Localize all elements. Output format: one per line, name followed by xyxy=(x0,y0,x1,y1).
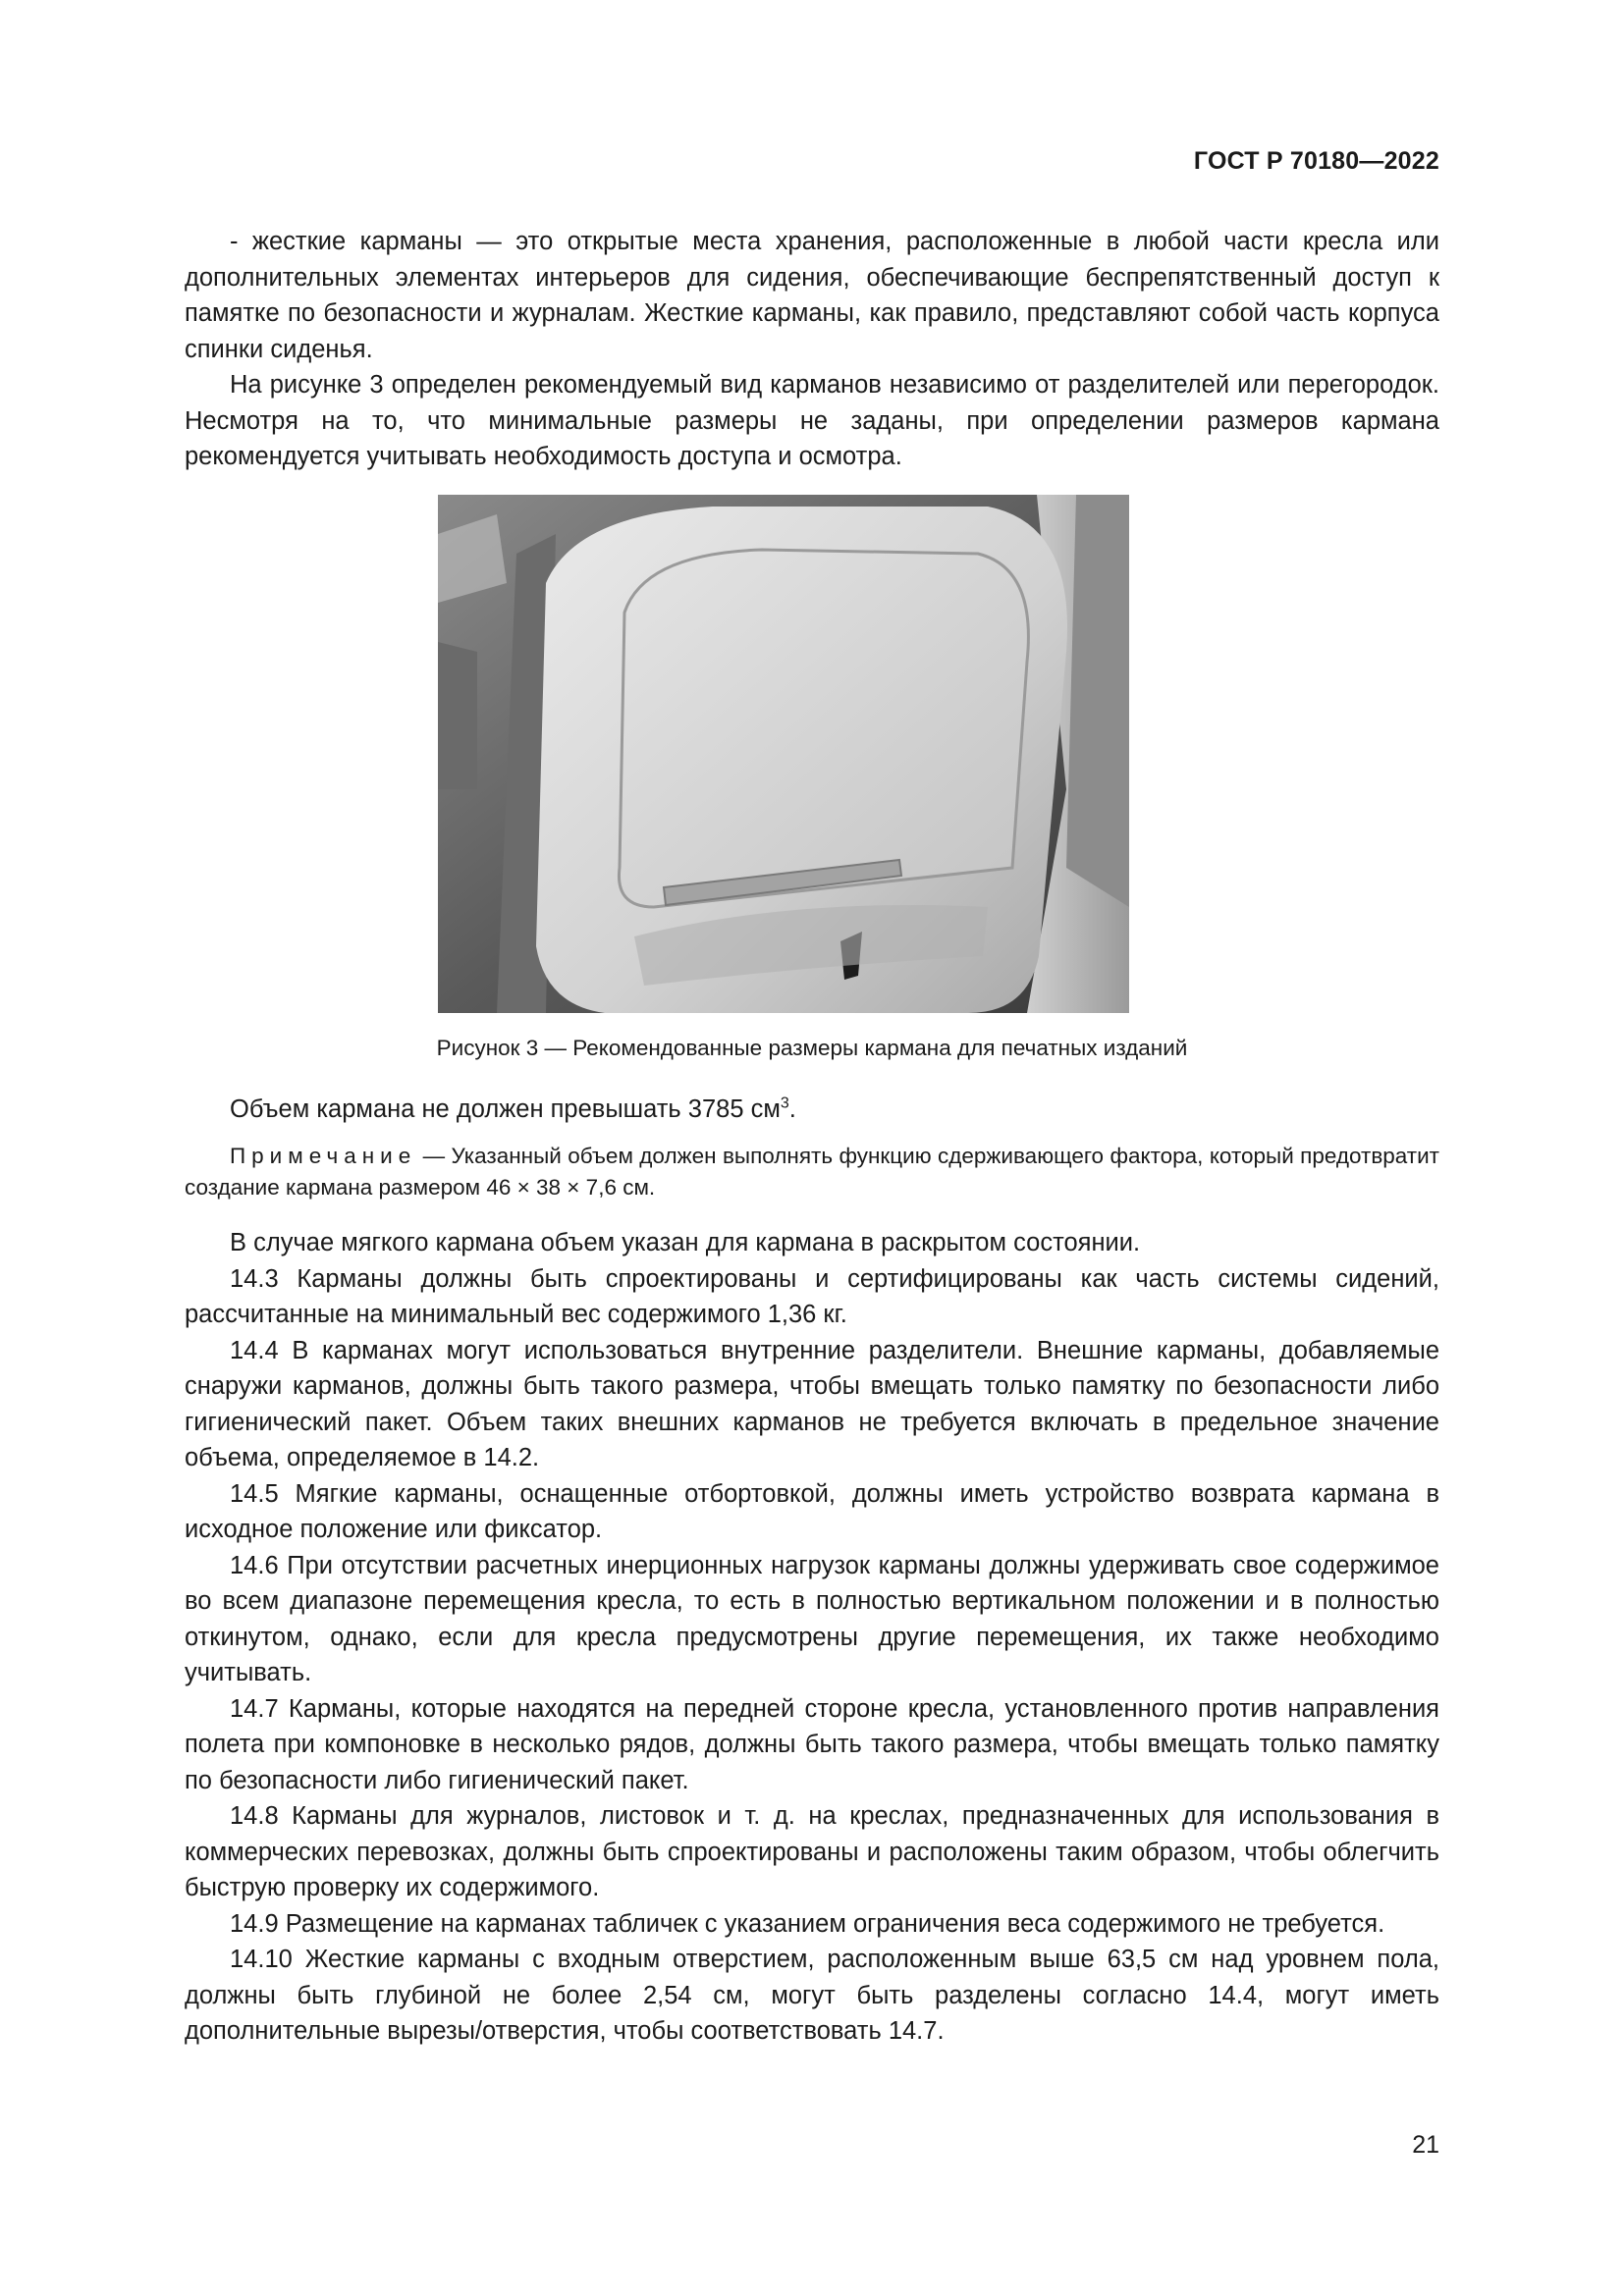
paragraph-14-3: 14.3 Карманы должны быть спроектированы и сертифицированы как часть системы сидений, рассчитанные на минимальный вес содержимого 1,36 кг. xyxy=(185,1264,1439,1328)
paragraph-14-4: 14.4 В карманах могут использоваться внутренние разделители. Внешние карманы, добавляемые снаружи карманов, должны быть такого размера, чтобы вмещать только памятку по безопасности либо гигиенический пакет. Объем таких внешних карманов не требуется включать в предельное значение объема, определяемое в 14.2. xyxy=(185,1336,1439,1471)
note-paragraph xyxy=(185,1141,1439,1203)
intro-text xyxy=(185,224,1439,475)
paragraph-14-5: 14.5 Мягкие карманы, оснащенные отбортовкой, должны иметь устройство возврата кармана в исходное положение или фиксатор. xyxy=(185,1479,1439,1543)
note-block xyxy=(185,1141,1439,1203)
paragraph-14-6: 14.6 При отсутствии расчетных инерционных нагрузок карманы должны удерживать свое содержимое во всем диапазоне перемещения кресла, то есть в полностью вертикальном положении и в полностью откинутом, однако, если для кресла предусмотрены другие перемещения, их также необходимо учитывать. xyxy=(185,1551,1439,1686)
paragraph-14-9: 14.9 Размещение на карманах табличек с указанием ограничения веса содержимого не требуется. xyxy=(230,1909,1385,1938)
paragraph-14-10: 14.10 Жесткие карманы с входным отверстием, расположенным выше 63,5 см над уровнем пола, должны быть глубиной не более 2,54 см, могут быть разделены согласно 14.4, могут иметь дополнительные вырезы/отверстия, чтобы соответствовать 14.7. xyxy=(185,1946,1439,2045)
note-text: — Указанный объем должен выполнять функцию сдерживающего фактора, который предотвратит создание кармана размером 46 × 38 × 7,6 см. xyxy=(185,1144,1439,1200)
document-code-header: ГОСТ Р 70180—2022 xyxy=(1193,147,1439,175)
volume-text: Объем кармана не должен превышать 3785 см xyxy=(230,1095,781,1123)
sections-text xyxy=(185,1225,1439,2050)
paragraph-14-8: 14.8 Карманы для журналов, листовок и т. д. на креслах, предназначенных для использования в коммерческих перевозках, должны быть спроектированы и расположены таким образом, чтобы облегчить быструю проверку их содержимого. xyxy=(185,1802,1439,1901)
note-label: Примечание xyxy=(230,1144,417,1168)
pocket-volume-statement xyxy=(230,1092,796,1127)
figure-3-photo-seat-pocket xyxy=(438,495,1129,1013)
paragraph-14-7: 14.7 Карманы, которые находятся на передней стороне кресла, установленного против направления полета при компоновке в несколько рядов, должны быть такого размера, чтобы вмещать только памятку по безопасности либо гигиенический пакет. xyxy=(185,1694,1439,1794)
paragraph-rigid-pockets-definition: - жесткие карманы — это открытые места хранения, расположенные в любой части кресла или дополнительных элементах интерьеров для сидения, обеспечивающие беспрепятственный доступ к памятке по безопасности и журналам. Жесткие карманы, как правило, представляют собой часть корпуса спинки сиденья. xyxy=(185,228,1439,363)
page-number: 21 xyxy=(1412,2131,1439,2159)
paragraph-soft-pocket: В случае мягкого кармана объем указан для кармана в раскрытом состоянии. xyxy=(230,1229,1141,1256)
figure-caption: Рисунок 3 — Рекомендованные размеры кармана для печатных изданий xyxy=(436,1036,1188,1060)
volume-superscript: 3 xyxy=(780,1095,789,1112)
volume-end: . xyxy=(788,1095,796,1123)
paragraph-figure-reference: На рисунке 3 определен рекомендуемый вид карманов независимо от разделителей или перегородок. Несмотря на то, что минимальные размеры не заданы, при определении размеров кармана рекомендуется учитывать необходимость доступа и осмотра. xyxy=(185,371,1439,470)
